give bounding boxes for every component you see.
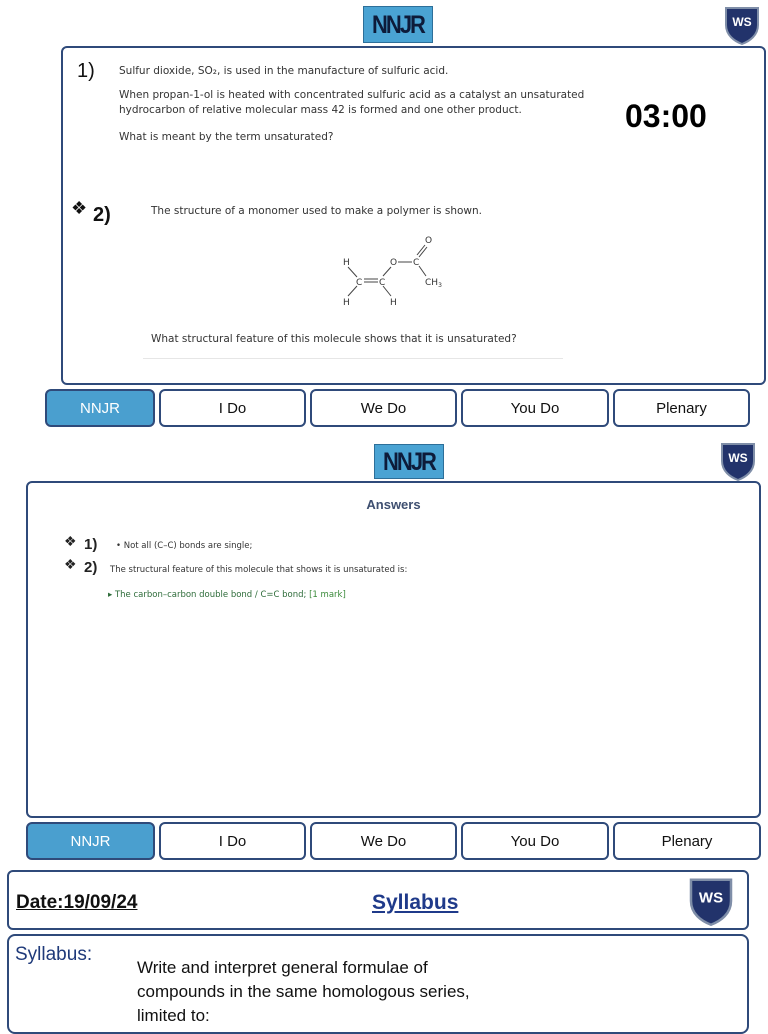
syllabus-line-3: limited to: bbox=[137, 1006, 210, 1025]
answer-2-subpoint-text: ▸ The carbon–carbon double bond / C=C bond; bbox=[108, 590, 310, 600]
ws-shield-text: WS bbox=[698, 889, 724, 907]
nnjr-logo bbox=[374, 444, 444, 479]
question-2-bullet-icon: ❖ bbox=[71, 198, 88, 218]
syllabus-line-1: Write and interpret general formulae of bbox=[137, 958, 428, 977]
tab-nnjr[interactable]: NNJR bbox=[45, 389, 155, 427]
question-1-line2: When propan-1-ol is heated with concentrated sulfuric acid as a catalyst an unsaturated bbox=[119, 89, 585, 101]
answer-1-number: 1) bbox=[84, 536, 98, 553]
syllabus-header bbox=[7, 870, 749, 930]
tab-you-do[interactable]: You Do bbox=[461, 389, 609, 427]
date-label: Date:19/09/24 bbox=[16, 892, 138, 913]
syllabus-line-2: compounds in the same homologous series, bbox=[137, 982, 470, 1001]
divider bbox=[143, 358, 563, 359]
question-2-prompt: What structural feature of this molecule shows that it is unsaturated? bbox=[151, 333, 517, 345]
tab-we-do[interactable]: We Do bbox=[310, 389, 457, 427]
tab-nnjr[interactable]: NNJR bbox=[26, 822, 155, 860]
atom-c2: C bbox=[379, 278, 386, 288]
atom-h-bottom-left: H bbox=[343, 298, 350, 308]
answers-panel bbox=[26, 481, 761, 818]
question-1-number: 1) bbox=[77, 60, 95, 82]
question-panel bbox=[61, 46, 766, 385]
atom-o-carbonyl: O bbox=[425, 236, 433, 246]
page-title: Syllabus bbox=[372, 891, 459, 914]
ws-shield-text: WS bbox=[732, 15, 752, 29]
atom-h-top: H bbox=[343, 258, 350, 268]
syllabus-label: Syllabus: bbox=[15, 944, 93, 965]
tab-we-do[interactable]: We Do bbox=[310, 822, 457, 860]
atom-o-ester: O bbox=[390, 258, 398, 268]
nnjr-logo-text: NNJR bbox=[372, 9, 424, 39]
tab-i-do[interactable]: I Do bbox=[159, 389, 306, 427]
countdown-timer: 03:00 bbox=[625, 98, 707, 134]
syllabus-content bbox=[7, 934, 749, 1034]
answer-1-bullet-icon: ❖ bbox=[64, 533, 77, 549]
atom-c3: C bbox=[413, 258, 420, 268]
tab-i-do[interactable]: I Do bbox=[159, 822, 306, 860]
nnjr-logo-text: NNJR bbox=[383, 446, 435, 476]
ws-shield-icon bbox=[720, 441, 756, 481]
ws-shield-icon bbox=[687, 876, 735, 926]
question-1-prompt: What is meant by the term unsaturated? bbox=[119, 131, 334, 143]
ws-shield-text: WS bbox=[728, 451, 748, 465]
question-2-number: 2) bbox=[93, 204, 111, 226]
question-1-line3: hydrocarbon of relative molecular mass 42 is formed and one other product. bbox=[119, 104, 522, 116]
mark-label: [1 mark] bbox=[309, 590, 346, 600]
tab-you-do[interactable]: You Do bbox=[461, 822, 609, 860]
answers-title: Answers bbox=[366, 497, 421, 512]
ws-shield-icon bbox=[724, 5, 760, 45]
answer-2-number: 2) bbox=[84, 559, 98, 576]
atom-ch3: $CH_3$ bbox=[425, 278, 442, 289]
answer-2-subpoint bbox=[108, 590, 346, 600]
nnjr-logo bbox=[363, 6, 433, 43]
atom-h-bottom-right: H bbox=[390, 298, 397, 308]
tab-plenary[interactable]: Plenary bbox=[613, 389, 750, 427]
answer-1-text: • Not all (C–C) bonds are single; bbox=[116, 541, 253, 551]
monomer-structure-diagram bbox=[333, 233, 453, 311]
question-1-line1: Sulfur dioxide, SO₂, is used in the manufacture of sulfuric acid. bbox=[119, 65, 449, 77]
question-2-line1: The structure of a monomer used to make a polymer is shown. bbox=[151, 205, 482, 217]
tab-plenary[interactable]: Plenary bbox=[613, 822, 761, 860]
answer-2-text: The structural feature of this molecule that shows it is unsaturated is: bbox=[110, 565, 408, 575]
atom-c1: C bbox=[356, 278, 363, 288]
answer-2-bullet-icon: ❖ bbox=[64, 556, 77, 572]
